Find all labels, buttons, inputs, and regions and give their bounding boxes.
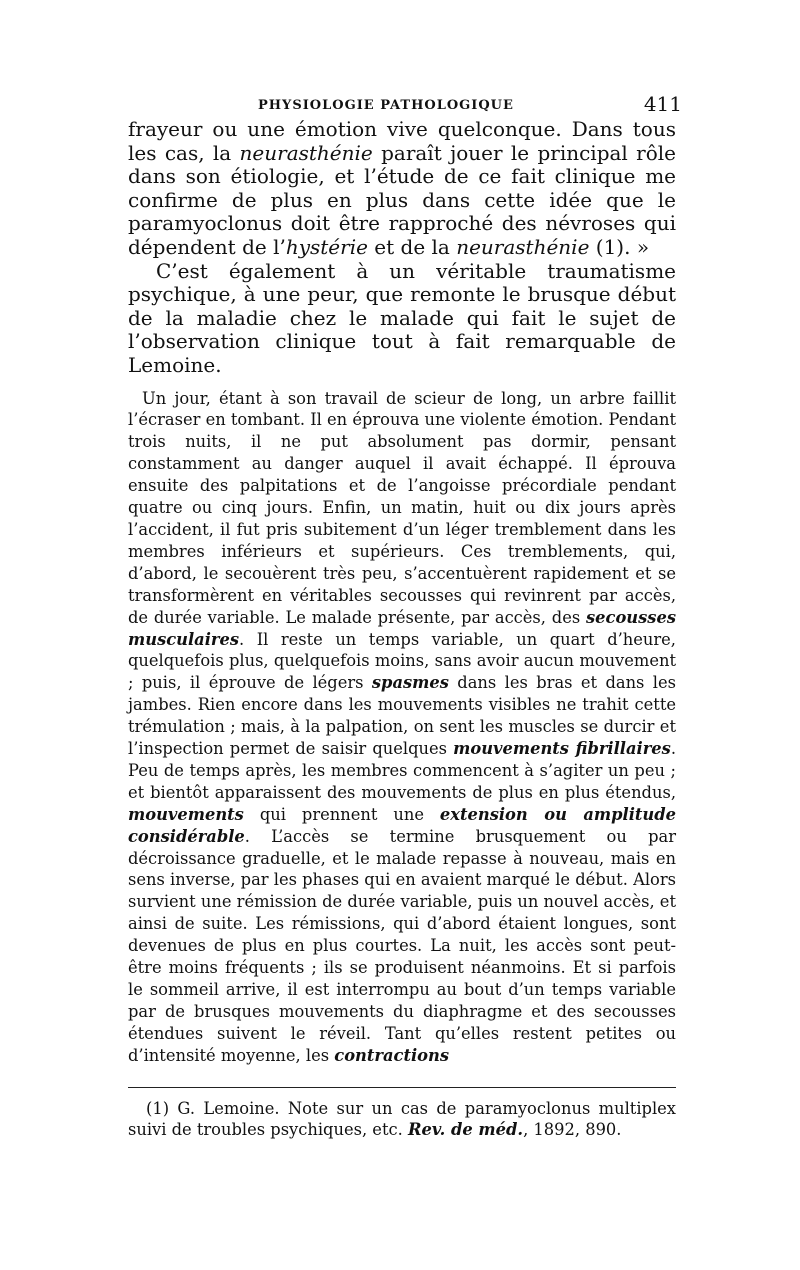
text-run: paraît jouer le principal rôle dans son étiologie, et l’étude de ce fait clinique me confirme de plus en plus dans cette idée que le paramyoclonus doit être rapproché des névroses qui dépendent de l’ xyxy=(128,140,676,259)
book-page xyxy=(128,92,682,1140)
text-run: . Peu de temps après, les membres commencent à s’agiter un peu ; et bientôt apparaissent des mouvements de plus en plus étendus, xyxy=(128,739,676,802)
text-run: (1) G. Lemoine. Note sur un cas de paramyoclonus multiplex suivi de troubles psychiques, etc. xyxy=(128,1098,676,1139)
text-run: . L’accès se termine brusquement ou par décroissance graduelle, et le malade repasse à nouveau, mais en sens inverse, par les phases qui en avaient marqué le début. Alors survient une rémission de durée variable, puis un nouvel accès, et ainsi de suite. Les rémissions, qui d’abord étaient longues, sont devenues de plus en plus courtes. La nuit, les accès sont peut-être moins fréquents ; ils se produisent néanmoins. Et si parfois le sommeil arrive, il est interrompu au bout d’un temps variable par de brusques mouvements du diaphragme et des secousses étendues suivent le réveil. Tant qu’elles restent petites ou d’intensité moyenne, les xyxy=(128,826,676,1065)
italic-term: mouvements xyxy=(128,804,244,824)
text-run: . Il reste un temps variable, un quart d’heure, quelquefois plus, quelquefois moins, sans avoir aucun mouvement ; puis, il éprouve de légers xyxy=(128,629,676,693)
footnote-divider xyxy=(128,1087,676,1088)
main-text xyxy=(128,118,676,378)
page-number: 411 xyxy=(643,92,682,116)
paragraph-continued-quote xyxy=(128,118,676,260)
paragraph-lemoine-intro: C’est également à un véritable traumatisme psychique, à une peur, que remonte le brusque début de la maladie chez le malade qui fait le sujet de l’observation clinique tout à fait remarquable de Lemoine. xyxy=(128,258,676,377)
italic-citation: Rev. de méd. xyxy=(407,1119,524,1139)
text-run: dans les bras et dans les jambes. Rien encore dans les mouvements visibles ne trahit cette trémulation ; mais, à la palpation, on sent les muscles se durcir et l’inspection permet de saisir quelques xyxy=(128,673,676,759)
running-head: PHYSIOLOGIE PATHOLOGIQUE xyxy=(258,98,514,113)
italic-term: hystérie xyxy=(285,234,368,259)
clinical-observation xyxy=(128,388,676,1067)
observation-paragraph xyxy=(128,388,676,1067)
page-header xyxy=(128,92,682,118)
italic-term: spasmes xyxy=(371,673,449,693)
footnote-text xyxy=(128,1098,676,1140)
italic-term: contractions xyxy=(334,1045,450,1065)
text-run: (1). » xyxy=(589,234,650,259)
italic-term: secousses musculaires xyxy=(128,607,676,649)
italic-term: mouvements fibrillaires xyxy=(453,739,671,759)
text-run: et de la xyxy=(367,234,457,259)
italic-term: extension ou amplitude considérable xyxy=(128,804,676,846)
footnote xyxy=(128,1098,676,1140)
text-run: , 1892, 890. xyxy=(523,1119,622,1139)
text-run: Un jour, étant à son travail de scieur de long, un arbre faillit l’écraser en tombant. Il en éprouva une violente émotion. Pendant trois nuits, il ne put absolument pas dormir, pensant constamment au danger auquel il avait échappé. Il éprouva ensuite des palpitations et de l’angoisse précordiale pendant quatre ou cinq jours. Enfin, un matin, huit ou dix jours après l’accident, il fut pris subitement d’un léger tremblement dans les membres inférieurs et supérieurs. Ces tremblements, qui, d’abord, le secouèrent très peu, s’accentuèrent rapidement et se transformèrent en véritables secousses qui revinrent par accès, de durée variable. Le malade présente, par accès, des xyxy=(128,388,676,627)
italic-term: neurasthénie xyxy=(456,234,590,259)
text-run: qui prennent une xyxy=(243,804,440,824)
italic-term: neurasthénie xyxy=(239,140,373,165)
text-run: frayeur ou une émotion vive quelconque. Dans tous les cas, la xyxy=(128,117,676,165)
